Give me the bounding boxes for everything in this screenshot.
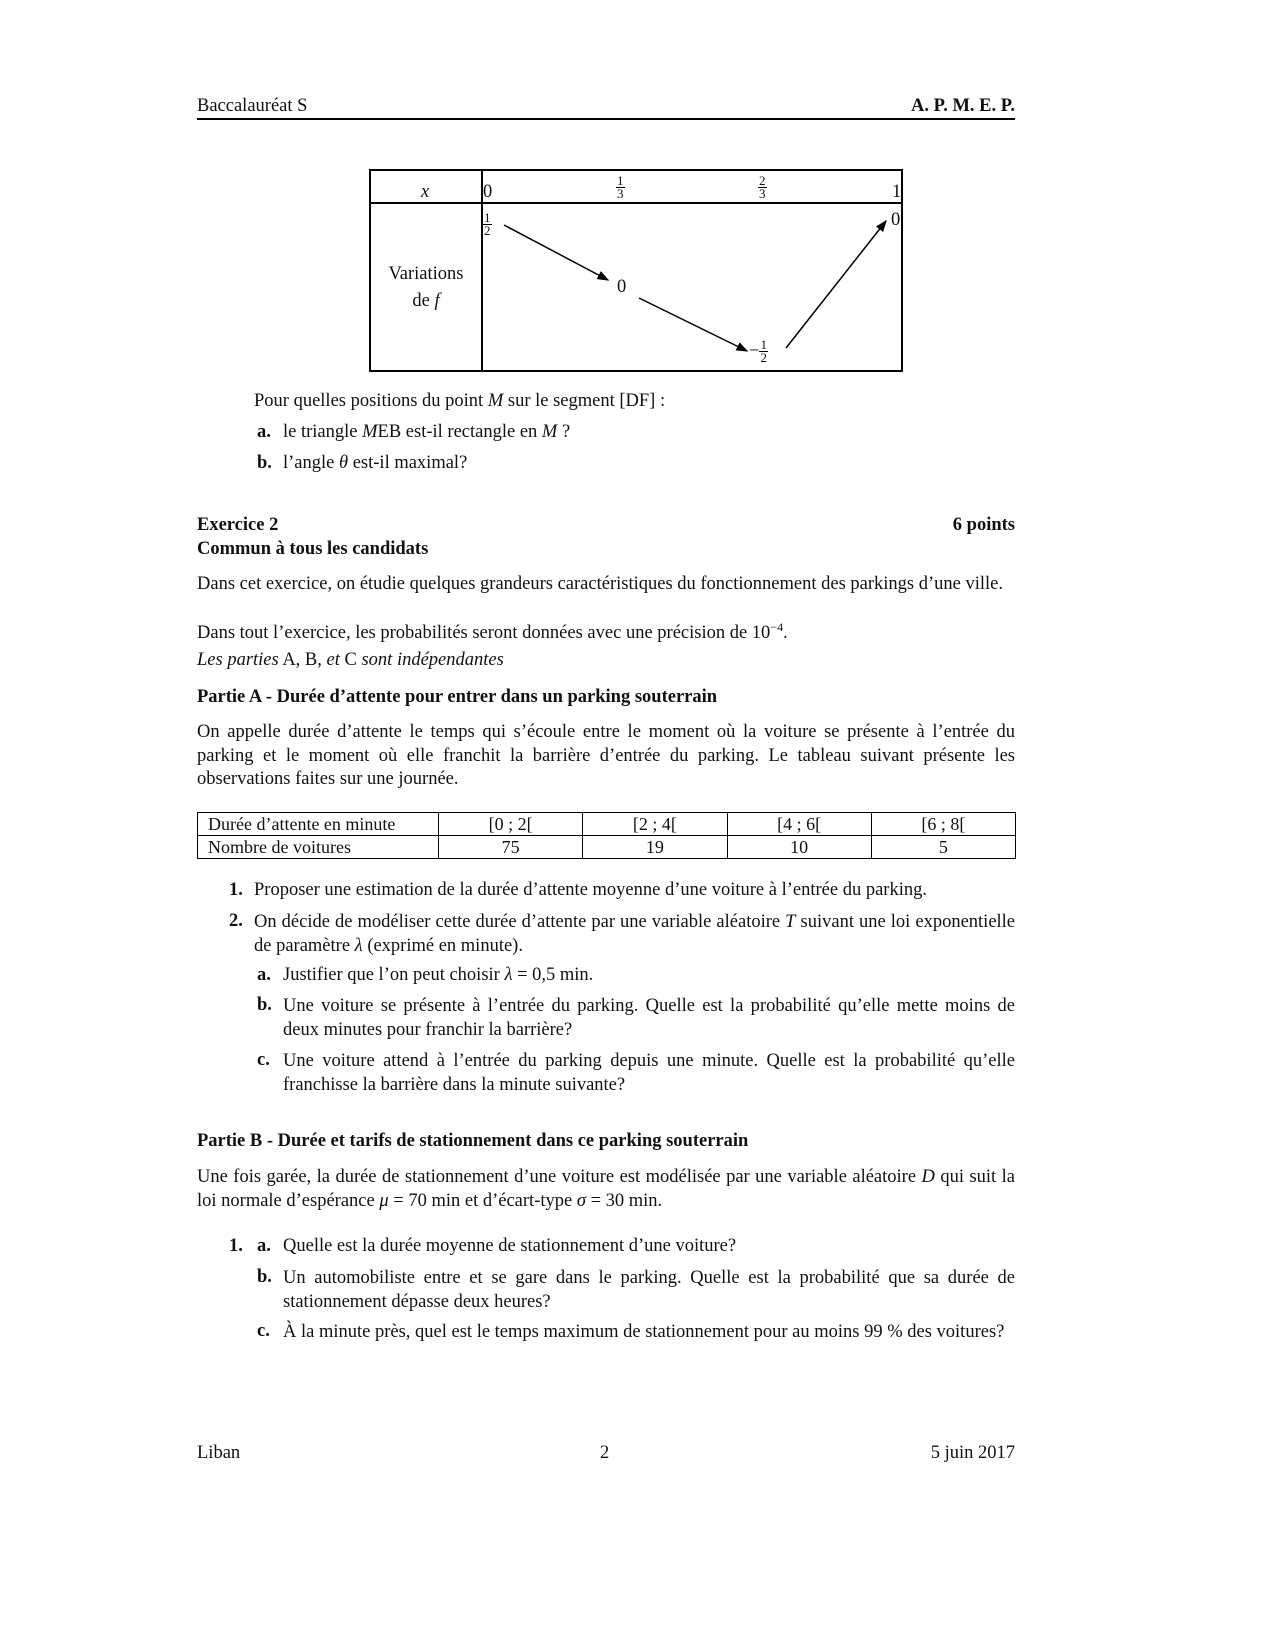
arrow-down-2 (639, 298, 747, 351)
partA-q1: Proposer une estimation de la durée d’attente moyenne d’une voiture à l’entrée du parking. (254, 880, 927, 900)
footer-left: Liban (197, 1443, 241, 1463)
x-two-thirds: $\frac{2}{3}$ (759, 173, 766, 201)
x-0: 0 (483, 182, 493, 202)
table-row: Durée d’attente en minute [0 ; 2[ [2 ; 4[ [4 ; 6[ [6 ; 8[ (198, 813, 1016, 836)
partB-text: Une fois garée, la durée de stationnement d’une voiture est modélisée par une variable aléatoire D qui suit la loi normale d’espérance μ = 70 min et d’écart-type σ = 30 min. (197, 1167, 1016, 1211)
item-label: 2. (229, 911, 243, 931)
header-right: A. P. M. E. P. (911, 96, 1015, 116)
item-label: a. (257, 965, 271, 985)
item-label: c. (257, 1321, 270, 1341)
partB-q1b: Un automobiliste entre et se gare dans le parking. Quelle est la probabilité que sa durée de stationnement dépasse deux heures? (283, 1268, 1015, 1312)
question-b: l’angle θ est-il maximal? (283, 453, 468, 473)
observations-table (197, 812, 1016, 859)
item-label: 1. (229, 880, 243, 900)
x-1: 1 (892, 182, 902, 202)
exercise-subtitle: Commun à tous les candidats (197, 539, 429, 559)
item-label: b. (257, 453, 272, 473)
partA-text: On appelle durée d’attente le temps qui s’écoule entre le moment où la voiture se présente à l’entrée du parking et le moment où elle franchit la barrière d’entrée du parking. Le tableau suivant présente les observations faites sur une journée. (197, 722, 1015, 789)
partB-q1a: Quelle est la durée moyenne de stationnement d’une voiture? (283, 1236, 737, 1256)
header-rule (197, 118, 1015, 120)
value-start: $\frac{1}{2}$ (484, 210, 491, 238)
exercise-points: 6 points (952, 515, 1015, 535)
partA-q2: On décide de modéliser cette durée d’attente par une variable aléatoire T suivant une loi exponentielle de paramètre λ (exprimé en minute). (254, 912, 1016, 956)
partA-q2a: Justifier que l’on peut choisir λ = 0,5 min. (283, 965, 594, 985)
value-mid: 0 (617, 277, 627, 297)
footer-date: 5 juin 2017 (930, 1443, 1015, 1463)
question-a: le triangle MEB est-il rectangle en M ? (283, 422, 571, 442)
item-label: b. (257, 1267, 272, 1287)
exercise-intro: Dans cet exercice, on étudie quelques grandeurs caractéristiques du fonctionnement des parkings d’une ville. (197, 574, 1003, 594)
arrow-up (786, 221, 886, 348)
partA-q2b: Une voiture se présente à l’entrée du parking. Quelle est la probabilité qu’elle mette moins de deux minutes pour franchir la barrière? (283, 996, 1015, 1040)
variation-table (369, 169, 903, 372)
x-one-third: $\frac{1}{3}$ (617, 173, 624, 201)
row-label: Variations de f (388, 264, 464, 311)
item-label: a. (257, 422, 271, 442)
value-min: − $\frac{1}{2}$ (749, 337, 767, 365)
item-label: 1. (229, 1236, 243, 1256)
partA-q2c: Une voiture attend à l’entrée du parking depuis une minute. Quelle est la probabilité qu’elle franchisse la barrière dans la minute suivante? (283, 1051, 1015, 1095)
item-label: c. (257, 1050, 270, 1070)
table-row: Nombre de voitures 75 19 10 5 (198, 836, 1016, 859)
value-end: 0 (891, 210, 901, 230)
x-label: x (421, 182, 430, 202)
exercise-title: Exercice 2 (197, 515, 279, 535)
question-intro: Pour quelles positions du point M sur le segment [DF] : (254, 391, 666, 411)
partA-title: Partie A - Durée d’attente pour entrer dans un parking souterrain (197, 687, 718, 707)
variation-arrows (371, 171, 901, 370)
item-label: a. (257, 1236, 271, 1256)
header-left: Baccalauréat S (197, 96, 308, 116)
arrow-down-1 (504, 225, 608, 280)
page-number: 2 (600, 1443, 610, 1463)
independence-note: Les parties A, B, et C sont indépendantes (197, 650, 504, 670)
precision-note: Dans tout l’exercice, les probabilités seront données avec une précision de $10^{-4}$. (197, 620, 788, 644)
partB-title: Partie B - Durée et tarifs de stationnement dans ce parking souterrain (197, 1131, 749, 1151)
item-label: b. (257, 995, 272, 1015)
partB-q1c: À la minute près, quel est le temps maximum de stationnement pour au moins 99 % des voitures? (283, 1322, 1005, 1342)
